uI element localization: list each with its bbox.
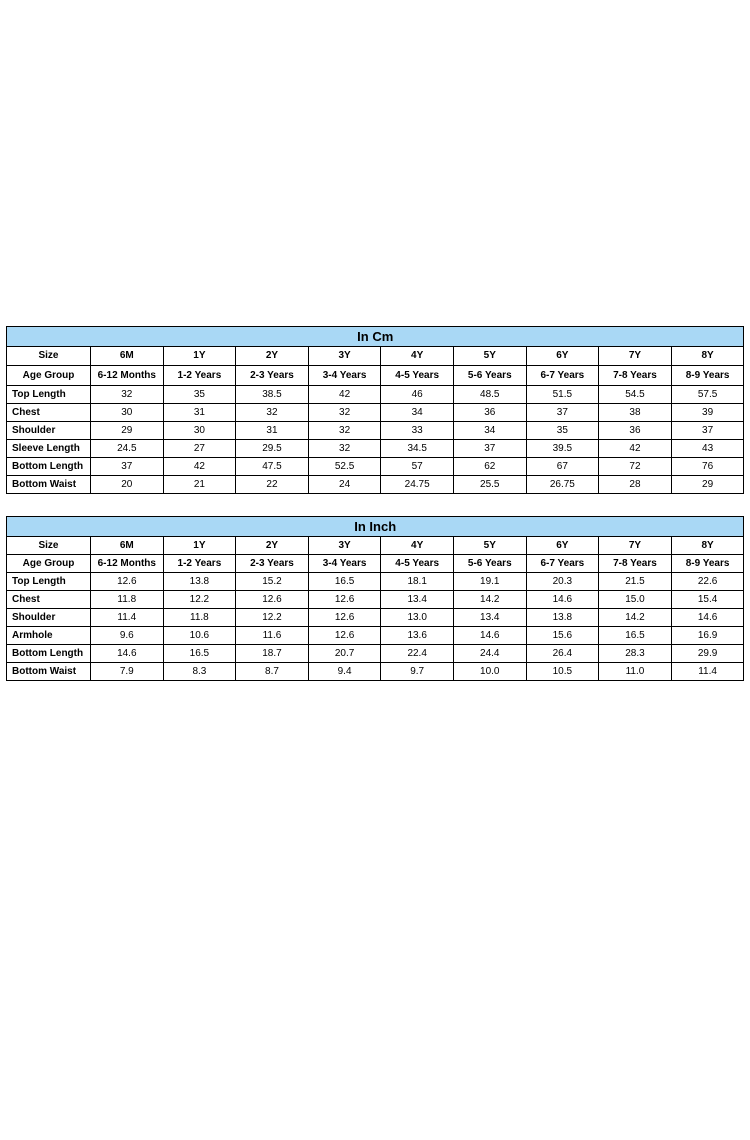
measurement-value: 12.6 <box>308 609 381 627</box>
measurement-value: 62 <box>453 458 526 476</box>
size-header-cell: 3Y <box>308 347 381 366</box>
measurement-value: 8.7 <box>236 663 309 681</box>
measurement-value: 12.2 <box>236 609 309 627</box>
measurement-label: Bottom Waist <box>7 476 91 494</box>
age-group-row <box>7 366 744 386</box>
measurement-value: 39 <box>671 404 744 422</box>
measurement-value: 32 <box>308 440 381 458</box>
table-title: In Inch <box>7 517 744 537</box>
measurement-value: 29.5 <box>236 440 309 458</box>
size-header-cell: 6Y <box>526 347 599 366</box>
age-group-cell: 3-4 Years <box>308 555 381 573</box>
measurement-value: 15.6 <box>526 627 599 645</box>
measurement-value: 51.5 <box>526 386 599 404</box>
measurement-value: 13.4 <box>453 609 526 627</box>
age-group-cell: 7-8 Years <box>599 555 672 573</box>
measurement-label: Top Length <box>7 573 91 591</box>
measurement-value: 15.0 <box>599 591 672 609</box>
age-group-cell: 3-4 Years <box>308 366 381 386</box>
measurement-value: 21 <box>163 476 236 494</box>
measurement-value: 42 <box>599 440 672 458</box>
measurement-value: 32 <box>308 404 381 422</box>
age-group-cell: 8-9 Years <box>671 366 744 386</box>
measurement-value: 32 <box>236 404 309 422</box>
measurement-value: 76 <box>671 458 744 476</box>
measurement-value: 32 <box>91 386 164 404</box>
measurement-value: 31 <box>163 404 236 422</box>
measurement-value: 35 <box>163 386 236 404</box>
table-row <box>7 627 744 645</box>
age-group-cell: 1-2 Years <box>163 366 236 386</box>
measurement-value: 26.4 <box>526 645 599 663</box>
measurement-value: 28.3 <box>599 645 672 663</box>
age-group-cell: 2-3 Years <box>236 555 309 573</box>
age-group-label: Age Group <box>7 555 91 573</box>
measurement-value: 34.5 <box>381 440 454 458</box>
measurement-value: 12.6 <box>91 573 164 591</box>
measurement-value: 35 <box>526 422 599 440</box>
size-header-cell: 5Y <box>453 537 526 555</box>
measurement-value: 14.6 <box>671 609 744 627</box>
measurement-value: 11.4 <box>91 609 164 627</box>
measurement-value: 12.6 <box>308 591 381 609</box>
measurement-value: 28 <box>599 476 672 494</box>
age-group-cell: 5-6 Years <box>453 555 526 573</box>
table-row <box>7 404 744 422</box>
measurement-label: Chest <box>7 591 91 609</box>
measurement-label: Armhole <box>7 627 91 645</box>
size-header-cell: 3Y <box>308 537 381 555</box>
measurement-value: 12.6 <box>308 627 381 645</box>
table-row <box>7 386 744 404</box>
measurement-value: 20.7 <box>308 645 381 663</box>
table-row <box>7 609 744 627</box>
measurement-value: 13.6 <box>381 627 454 645</box>
measurement-value: 29 <box>91 422 164 440</box>
measurement-value: 16.5 <box>163 645 236 663</box>
age-group-cell: 7-8 Years <box>599 366 672 386</box>
table-row <box>7 440 744 458</box>
measurement-value: 30 <box>91 404 164 422</box>
measurement-value: 24.5 <box>91 440 164 458</box>
measurement-value: 7.9 <box>91 663 164 681</box>
age-group-cell: 1-2 Years <box>163 555 236 573</box>
measurement-value: 22.4 <box>381 645 454 663</box>
measurement-value: 25.5 <box>453 476 526 494</box>
measurement-value: 57.5 <box>671 386 744 404</box>
size-header-cell: 8Y <box>671 347 744 366</box>
measurement-value: 16.5 <box>599 627 672 645</box>
measurement-value: 46 <box>381 386 454 404</box>
table-row <box>7 663 744 681</box>
measurement-value: 11.8 <box>91 591 164 609</box>
measurement-value: 11.4 <box>671 663 744 681</box>
age-group-cell: 6-7 Years <box>526 555 599 573</box>
measurement-label: Bottom Length <box>7 458 91 476</box>
age-group-cell: 4-5 Years <box>381 366 454 386</box>
measurement-value: 37 <box>91 458 164 476</box>
measurement-value: 67 <box>526 458 599 476</box>
table-row <box>7 645 744 663</box>
table-row <box>7 422 744 440</box>
measurement-value: 34 <box>453 422 526 440</box>
measurement-value: 11.8 <box>163 609 236 627</box>
size-header-cell: 7Y <box>599 347 672 366</box>
measurement-value: 9.4 <box>308 663 381 681</box>
measurement-label: Sleeve Length <box>7 440 91 458</box>
measurement-value: 14.6 <box>453 627 526 645</box>
measurement-value: 19.1 <box>453 573 526 591</box>
measurement-value: 24.4 <box>453 645 526 663</box>
measurement-value: 37 <box>453 440 526 458</box>
measurement-value: 72 <box>599 458 672 476</box>
measurement-label: Shoulder <box>7 609 91 627</box>
measurement-value: 30 <box>163 422 236 440</box>
measurement-value: 8.3 <box>163 663 236 681</box>
measurement-value: 10.6 <box>163 627 236 645</box>
size-header-row <box>7 537 744 555</box>
age-group-cell: 8-9 Years <box>671 555 744 573</box>
measurement-value: 57 <box>381 458 454 476</box>
size-header-cell: 8Y <box>671 537 744 555</box>
measurement-value: 14.2 <box>599 609 672 627</box>
measurement-value: 12.2 <box>163 591 236 609</box>
measurement-value: 20.3 <box>526 573 599 591</box>
table-row <box>7 573 744 591</box>
size-header-cell: 2Y <box>236 537 309 555</box>
size-header-cell: 1Y <box>163 537 236 555</box>
measurement-value: 9.7 <box>381 663 454 681</box>
age-group-cell: 4-5 Years <box>381 555 454 573</box>
size-header-cell: 4Y <box>381 537 454 555</box>
age-group-cell: 6-12 Months <box>91 366 164 386</box>
measurement-value: 11.6 <box>236 627 309 645</box>
measurement-label: Chest <box>7 404 91 422</box>
size-header-cell: 4Y <box>381 347 454 366</box>
measurement-value: 22.6 <box>671 573 744 591</box>
measurement-value: 52.5 <box>308 458 381 476</box>
measurement-label: Shoulder <box>7 422 91 440</box>
size-header-cell: 7Y <box>599 537 672 555</box>
measurement-value: 14.6 <box>91 645 164 663</box>
measurement-value: 36 <box>453 404 526 422</box>
measurement-value: 18.7 <box>236 645 309 663</box>
measurement-value: 38 <box>599 404 672 422</box>
table-title-row <box>7 327 744 347</box>
measurement-value: 27 <box>163 440 236 458</box>
measurement-label: Top Length <box>7 386 91 404</box>
table-row <box>7 458 744 476</box>
measurement-value: 42 <box>163 458 236 476</box>
size-header-cell: 2Y <box>236 347 309 366</box>
measurement-value: 15.4 <box>671 591 744 609</box>
age-group-cell: 6-12 Months <box>91 555 164 573</box>
measurement-value: 36 <box>599 422 672 440</box>
measurement-value: 14.6 <box>526 591 599 609</box>
measurement-value: 26.75 <box>526 476 599 494</box>
measurement-value: 24.75 <box>381 476 454 494</box>
measurement-value: 22 <box>236 476 309 494</box>
measurement-value: 13.4 <box>381 591 454 609</box>
measurement-value: 18.1 <box>381 573 454 591</box>
size-header-label: Size <box>7 537 91 555</box>
size-header-cell: 6M <box>91 537 164 555</box>
measurement-value: 13.0 <box>381 609 454 627</box>
size-header-cell: 5Y <box>453 347 526 366</box>
measurement-value: 31 <box>236 422 309 440</box>
measurement-label: Bottom Length <box>7 645 91 663</box>
measurement-value: 10.0 <box>453 663 526 681</box>
measurement-value: 37 <box>671 422 744 440</box>
size-header-row <box>7 347 744 366</box>
measurement-value: 10.5 <box>526 663 599 681</box>
measurement-value: 16.9 <box>671 627 744 645</box>
measurement-value: 32 <box>308 422 381 440</box>
size-chart-inch-table <box>6 516 744 681</box>
measurement-value: 13.8 <box>163 573 236 591</box>
age-group-cell: 5-6 Years <box>453 366 526 386</box>
age-group-cell: 6-7 Years <box>526 366 599 386</box>
measurement-value: 11.0 <box>599 663 672 681</box>
size-header-cell: 6Y <box>526 537 599 555</box>
measurement-value: 47.5 <box>236 458 309 476</box>
size-chart-cm-table <box>6 326 744 494</box>
measurement-value: 13.8 <box>526 609 599 627</box>
measurement-value: 9.6 <box>91 627 164 645</box>
measurement-value: 24 <box>308 476 381 494</box>
age-group-cell: 2-3 Years <box>236 366 309 386</box>
measurement-value: 48.5 <box>453 386 526 404</box>
measurement-value: 34 <box>381 404 454 422</box>
measurement-value: 33 <box>381 422 454 440</box>
table-title-row <box>7 517 744 537</box>
measurement-value: 20 <box>91 476 164 494</box>
measurement-value: 43 <box>671 440 744 458</box>
measurement-value: 29 <box>671 476 744 494</box>
measurement-value: 14.2 <box>453 591 526 609</box>
measurement-label: Bottom Waist <box>7 663 91 681</box>
table-title: In Cm <box>7 327 744 347</box>
size-header-label: Size <box>7 347 91 366</box>
measurement-value: 38.5 <box>236 386 309 404</box>
measurement-value: 54.5 <box>599 386 672 404</box>
age-group-row <box>7 555 744 573</box>
measurement-value: 16.5 <box>308 573 381 591</box>
measurement-value: 39.5 <box>526 440 599 458</box>
table-row <box>7 591 744 609</box>
measurement-value: 21.5 <box>599 573 672 591</box>
measurement-value: 12.6 <box>236 591 309 609</box>
measurement-value: 15.2 <box>236 573 309 591</box>
measurement-value: 37 <box>526 404 599 422</box>
table-row <box>7 476 744 494</box>
age-group-label: Age Group <box>7 366 91 386</box>
size-header-cell: 1Y <box>163 347 236 366</box>
size-header-cell: 6M <box>91 347 164 366</box>
measurement-value: 42 <box>308 386 381 404</box>
measurement-value: 29.9 <box>671 645 744 663</box>
